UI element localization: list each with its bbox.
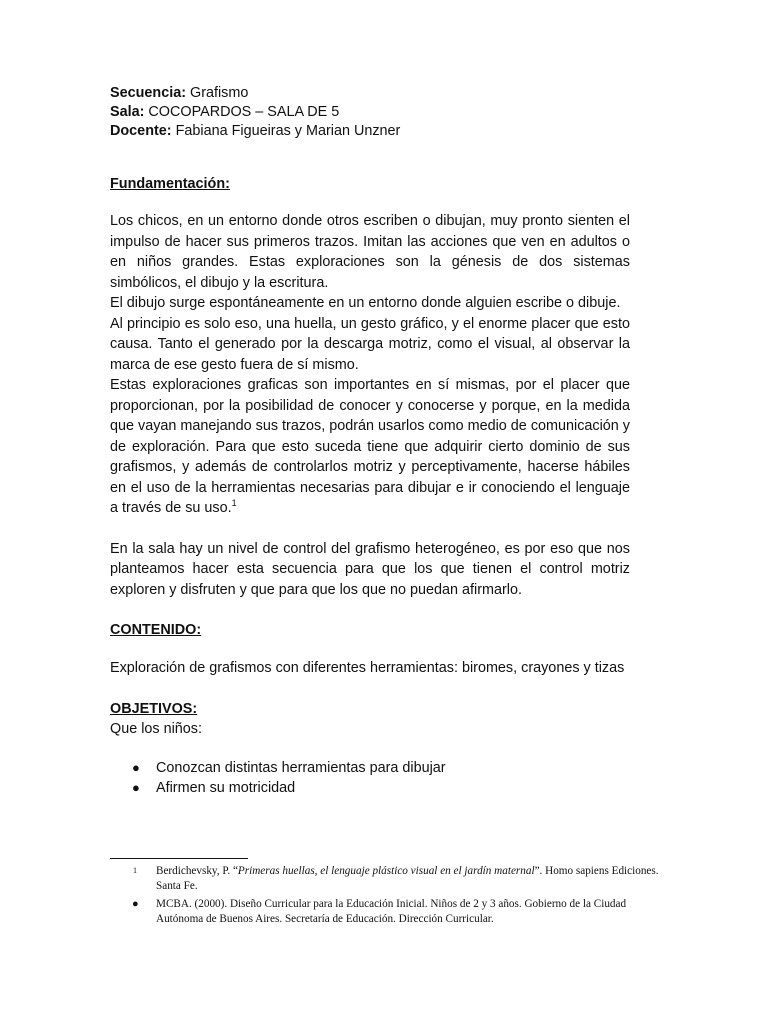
bullet-icon: ● xyxy=(132,898,139,910)
sala-line xyxy=(110,103,630,122)
footnote-1-title: Primeras huellas, el lenguaje plástico visual en el jardín maternal xyxy=(237,865,535,877)
fundamentacion-paragraph-3: Al principio es solo eso, una huella, un gesto gráfico, y el enorme placer que esto causa. Tanto el generado por la descarga motriz, como el visual, al observar la marca de ese gesto fuera de sí mismo. xyxy=(110,315,630,373)
bullet-icon: ● xyxy=(132,760,140,775)
objetivo-item-2 xyxy=(110,778,630,798)
document-body xyxy=(110,84,630,798)
objetivos-list xyxy=(110,758,630,798)
footnote-ref-1: 1 xyxy=(231,498,237,509)
fundamentacion-paragraph-5: En la sala hay un nivel de control del grafismo heterogéneo, es por eso que nos planteamos hacer esta secuencia para que los que tienen el control motriz exploren y disfruten y que para que los que no puedan afirmarlo. xyxy=(110,540,630,598)
objetivo-text: Afirmen su motricidad xyxy=(156,780,296,796)
footnote-2-text: MCBA. (2000). Diseño Curricular para la Educación Inicial. Niños de 2 y 3 años. Gobierno de la Ciudad Autónoma de Buenos Aires. Secretaría de Educación. Dirección Curricular. xyxy=(156,898,627,925)
fundamentacion-paragraph-4 xyxy=(110,375,630,519)
fundamentacion-section xyxy=(110,211,630,600)
footnote-1-mark: 1 xyxy=(133,866,137,875)
footnote-1-text-after: ”. Homo sapiens Ediciones. Santa Fe. xyxy=(156,865,659,892)
objetivos-heading: OBJETIVOS: xyxy=(110,700,198,717)
secuencia-value: Grafismo xyxy=(190,85,249,101)
footnote-1 xyxy=(110,864,660,894)
docente-line xyxy=(110,122,630,141)
secuencia-label: Secuencia: xyxy=(110,85,186,101)
document-header xyxy=(110,84,630,141)
docente-label: Docente: xyxy=(110,123,172,139)
fundamentacion-paragraph-1: Los chicos, en un entorno donde otros escriben o dibujan, muy pronto sienten el impulso de hacer sus primeros trazos. Imitan las acciones que ven en adultos o en niños grandes. Estas exploraciones son la génesis de dos sistemas simbólicos, el dibujo y la escritura. xyxy=(110,213,630,291)
objetivo-text: Conozcan distintas herramientas para dibujar xyxy=(156,760,446,776)
contenido-text: Exploración de grafismos con diferentes herramientas: biromes, crayones y tizas xyxy=(110,660,625,676)
bullet-icon: ● xyxy=(132,780,140,795)
objetivos-intro: Que los niños: xyxy=(110,720,202,737)
docente-value: Fabiana Figueiras y Marian Unzner xyxy=(175,123,401,139)
objetivo-item-1 xyxy=(110,758,630,778)
footnote-2 xyxy=(110,897,660,927)
fundamentacion-heading: Fundamentación: xyxy=(110,176,230,192)
footnote-1-text-before: Berdichevsky, P. “ xyxy=(156,865,238,877)
sala-value: COCOPARDOS – SALA DE 5 xyxy=(148,104,340,120)
secuencia-line xyxy=(110,84,630,103)
fundamentacion-paragraph-4-text: Estas exploraciones graficas son importantes en sí mismas, por el placer que proporcionan, por la posibilidad de conocer y conocerse y porque, en la medida que vayan manejando sus trazos, podrán usarlos como medio de comunicación y de exploración. Para que esto suceda tiene que adquirir cierto dominio de sus grafismos, y además de controlarlos motriz y perceptivamente, hacerse hábiles en el uso de la herramientas necesarias para dibujar e ir conociendo el lenguaje a través de su uso. xyxy=(110,377,630,516)
footnotes-section xyxy=(110,858,660,927)
footnote-separator xyxy=(110,858,248,859)
sala-label: Sala: xyxy=(110,104,145,120)
contenido-heading: CONTENIDO: xyxy=(110,622,202,638)
fundamentacion-paragraph-2: El dibujo surge espontáneamente en un entorno donde alguien escribe o dibuje. xyxy=(110,295,621,311)
